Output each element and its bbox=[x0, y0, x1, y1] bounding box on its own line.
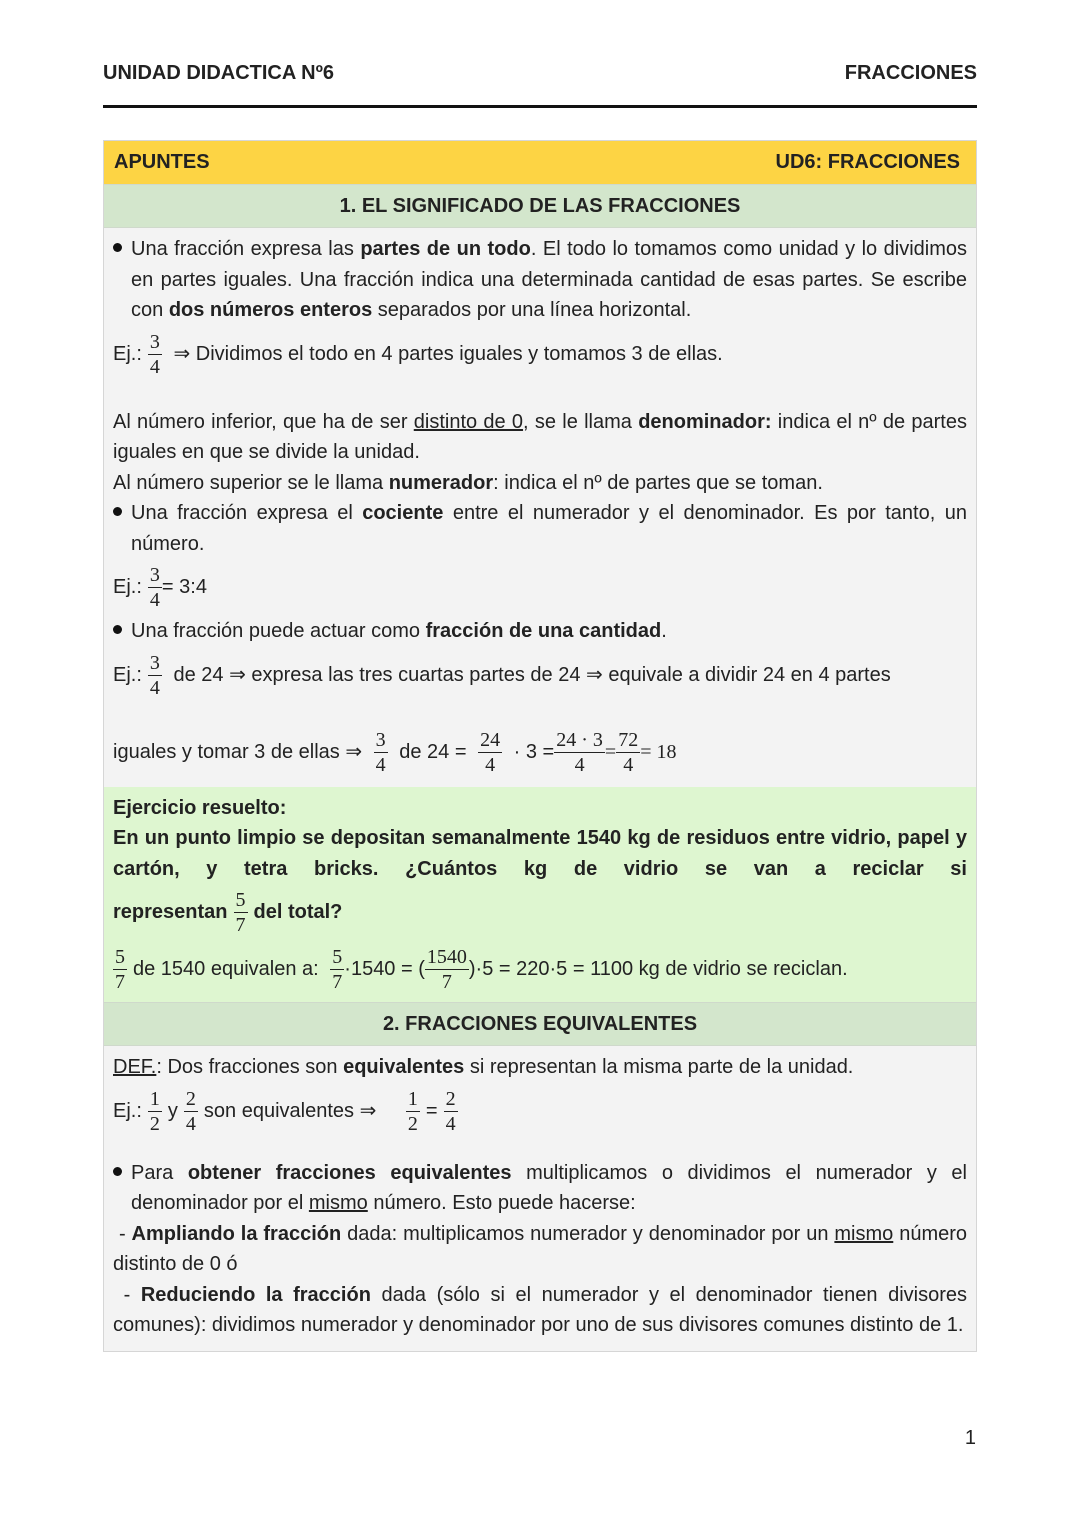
example-text: de 24 ⇒ expresa las tres cuartas partes de 24 ⇒ equivale a dividir 24 en 4 partes bbox=[173, 663, 891, 686]
fraction bbox=[234, 888, 248, 937]
text: ·1540 = ( bbox=[344, 957, 425, 980]
bullet-3 bbox=[113, 616, 967, 647]
text: - bbox=[113, 1222, 132, 1245]
notes-box bbox=[103, 140, 977, 1352]
text-underline: mismo bbox=[834, 1222, 894, 1245]
numerator: 3 bbox=[149, 330, 160, 353]
text: número distinto de 0 ó bbox=[113, 1222, 973, 1275]
numerator: 5 bbox=[115, 946, 125, 968]
fraction bbox=[478, 728, 502, 777]
example-text: ⇒ Dividimos el todo en 4 partes iguales y tomamos 3 de ellas. bbox=[173, 342, 723, 365]
fraction bbox=[148, 563, 162, 612]
numerator: 2 bbox=[445, 1087, 456, 1110]
fraction bbox=[406, 1087, 420, 1136]
paragraph-numerator bbox=[113, 468, 967, 499]
denominator: 4 bbox=[149, 589, 160, 611]
denominator: 4 bbox=[445, 1112, 456, 1135]
title-left: APUNTES bbox=[114, 151, 210, 173]
numerator: 3 bbox=[149, 651, 160, 674]
fraction bbox=[425, 945, 469, 994]
exercise-question-end bbox=[113, 888, 967, 937]
text: , se le llama bbox=[523, 410, 639, 433]
example-label: Ej.: bbox=[113, 575, 142, 598]
text: dada (sólo si el numerador y el denominador tienen divisores comunes): dividimos numerador y denominador por uno de sus divisores comunes distinto de 1. bbox=[113, 1283, 973, 1336]
denominator: 4 bbox=[375, 753, 386, 776]
text: Una fracción expresa el bbox=[131, 502, 363, 524]
example-equivalent bbox=[113, 1087, 967, 1136]
fraction bbox=[113, 945, 127, 994]
header-rule bbox=[103, 105, 977, 108]
text: = bbox=[604, 740, 617, 763]
text: : Dos fracciones son bbox=[156, 1056, 344, 1078]
denominator: 4 bbox=[574, 753, 585, 776]
numerator: 2 bbox=[185, 1087, 196, 1110]
fraction bbox=[148, 651, 162, 700]
text: número. Esto puede hacerse: bbox=[367, 1192, 636, 1214]
exercise-title: Ejercicio resuelto: bbox=[113, 796, 287, 819]
example-3-calculation bbox=[113, 728, 967, 777]
bullet-icon bbox=[113, 243, 122, 252]
bullet-icon bbox=[113, 625, 122, 634]
numerator: 3 bbox=[149, 564, 160, 586]
text: iguales y tomar 3 de ellas ⇒ bbox=[113, 740, 363, 763]
bullet-2 bbox=[113, 498, 967, 559]
fraction bbox=[444, 1087, 458, 1136]
title-right: UD6: FRACCIONES bbox=[775, 151, 960, 173]
text: de 1540 equivalen a: bbox=[133, 957, 319, 980]
text-bold: Ampliando la fracción bbox=[131, 1222, 342, 1245]
example-text: = 3:4 bbox=[161, 575, 207, 598]
numerator: 24 · 3 bbox=[556, 728, 603, 751]
method-reduce bbox=[113, 1280, 973, 1341]
method-amplify bbox=[113, 1219, 973, 1280]
section-2-title: 2. FRACCIONES EQUIVALENTES bbox=[104, 1002, 976, 1046]
text: representan bbox=[113, 900, 228, 923]
text: separados por una línea horizontal. bbox=[372, 299, 692, 321]
bullet-icon bbox=[113, 1167, 122, 1176]
numerator: 5 bbox=[332, 946, 343, 968]
fraction bbox=[148, 330, 162, 379]
text-bold: equivalentes bbox=[343, 1056, 465, 1078]
numerator: 72 bbox=[618, 728, 639, 751]
text-bold: Reduciendo la fracción bbox=[140, 1283, 371, 1306]
denominator: 7 bbox=[115, 971, 125, 993]
text: Al número superior se le llama bbox=[113, 471, 389, 494]
text-underline: DEF. bbox=[113, 1056, 157, 1078]
definition bbox=[113, 1052, 967, 1083]
text: si representan la misma parte de la unidad. bbox=[464, 1056, 854, 1078]
exercise-solution bbox=[113, 945, 967, 994]
page-header bbox=[103, 62, 977, 85]
text: del total? bbox=[253, 900, 343, 923]
denominator: 4 bbox=[623, 753, 634, 776]
denominator: 4 bbox=[149, 355, 160, 378]
text-bold: dos números enteros bbox=[168, 299, 373, 321]
header-unit: UNIDAD DIDACTICA Nº6 bbox=[103, 62, 335, 84]
text: indica el nº de partes iguales en que se divide la unidad. bbox=[113, 410, 967, 463]
example-1 bbox=[113, 330, 967, 379]
example-label: Ej.: bbox=[113, 342, 142, 365]
text-underline: distinto de 0 bbox=[413, 410, 524, 433]
bullet-icon bbox=[113, 507, 122, 516]
denominator: 4 bbox=[485, 753, 496, 776]
example-3 bbox=[113, 651, 967, 700]
denominator: 7 bbox=[441, 971, 452, 993]
numerator: 1 bbox=[149, 1087, 160, 1110]
section-1-title: 1. EL SIGNIFICADO DE LAS FRACCIONES bbox=[104, 184, 976, 228]
section-2-body bbox=[104, 1046, 976, 1351]
header-topic: FRACCIONES bbox=[844, 62, 977, 84]
text: . bbox=[661, 620, 667, 642]
bullet-1 bbox=[113, 234, 967, 326]
text-bold: numerador bbox=[388, 471, 494, 494]
fraction bbox=[184, 1087, 198, 1136]
text: entre el numerador y el denominador. Es por tanto, un número. bbox=[131, 502, 967, 555]
text: y bbox=[167, 1099, 178, 1122]
text-bold: denominador: bbox=[638, 410, 772, 433]
solved-exercise bbox=[104, 787, 976, 1003]
text: - bbox=[113, 1283, 141, 1306]
text: multiplicamos o dividimos el numerador y el denominador por el bbox=[131, 1161, 968, 1214]
numerator: 5 bbox=[235, 889, 246, 911]
bullet-equivalent bbox=[113, 1158, 967, 1219]
text: )·5 = 220·5 = 1100 kg de vidrio se reciclan. bbox=[468, 957, 848, 980]
text: Al número inferior, que ha de ser bbox=[113, 410, 414, 433]
denominator: 2 bbox=[149, 1112, 160, 1135]
title-bar bbox=[104, 141, 976, 184]
text: Una fracción puede actuar como bbox=[131, 620, 426, 642]
numerator: 1540 bbox=[426, 946, 467, 968]
paragraph-denominator bbox=[113, 407, 967, 468]
text: . El todo lo tomamos como unidad y lo dividimos en partes iguales. Una fracción indica una determinada cantidad de esas partes. Se escribe con bbox=[131, 238, 967, 321]
denominator: 2 bbox=[407, 1112, 418, 1135]
text-bold: obtener fracciones equivalentes bbox=[187, 1161, 512, 1184]
fraction bbox=[374, 728, 388, 777]
section-1-body bbox=[104, 228, 976, 787]
denominator: 7 bbox=[332, 971, 343, 993]
text: = bbox=[425, 1099, 438, 1122]
text: de 24 = bbox=[399, 740, 467, 763]
text: Una fracción expresa las bbox=[131, 238, 361, 260]
exercise-question: En un punto limpio se depositan semanalmente 1540 kg de residuos entre vidrio, papel y cartón, y tetra bricks. ¿Cuántos kg de vidrio se van a reciclar si bbox=[113, 827, 967, 880]
text-bold: cociente bbox=[362, 502, 444, 524]
text: Para bbox=[131, 1161, 188, 1184]
text-bold: partes de un todo bbox=[360, 238, 531, 260]
numerator: 1 bbox=[407, 1087, 418, 1110]
example-label: Ej.: bbox=[113, 663, 142, 686]
text: · 3 = bbox=[513, 740, 555, 763]
fraction bbox=[330, 945, 344, 994]
numerator: 24 bbox=[480, 728, 501, 751]
fraction bbox=[616, 728, 640, 777]
denominator: 4 bbox=[185, 1112, 196, 1135]
page-number: 1 bbox=[964, 1427, 976, 1449]
fraction bbox=[148, 1087, 162, 1136]
fraction bbox=[554, 728, 605, 777]
text-underline: mismo bbox=[308, 1192, 368, 1214]
text: : indica el nº de partes que se toman. bbox=[493, 471, 823, 494]
numerator: 3 bbox=[375, 728, 386, 751]
example-2 bbox=[113, 563, 967, 612]
example-label: Ej.: bbox=[113, 1099, 142, 1122]
text: = 18 bbox=[640, 740, 677, 763]
denominator: 4 bbox=[149, 676, 160, 699]
text: son equivalentes ⇒ bbox=[203, 1099, 377, 1122]
text: dada: multiplicamos numerador y denominador por un bbox=[341, 1222, 835, 1245]
denominator: 7 bbox=[235, 914, 246, 936]
text-bold: fracción de una cantidad bbox=[425, 620, 662, 642]
